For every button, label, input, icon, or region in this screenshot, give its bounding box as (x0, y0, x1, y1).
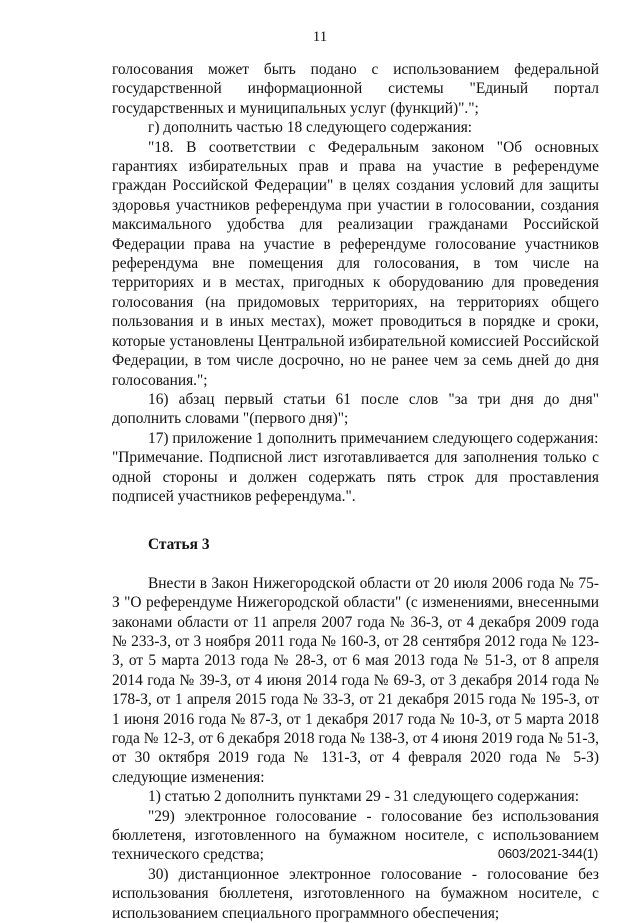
paragraphs-after-article (112, 574, 599, 923)
paragraph: голосования может быть подано с использованием федеральной государственной информационной системы "Единый портал государственных и муниципальных услуг (функций)"."; (112, 61, 599, 117)
paragraph: 1) статью 2 дополнить пунктами 29 - 31 следующего содержания: (148, 788, 579, 806)
paragraph: 30) дистанционное электронное голосование - голосование без использования бюллетеня, изготовленного на бумажном носителе, с использованием специального программного обеспечения; (112, 865, 599, 922)
paragraph: 17) приложение 1 дополнить примечанием следующего содержания: (148, 429, 599, 447)
paragraph: "29) электронное голосование - голосование без использования бюллетеня, изготовленного на бумажном носителе, с использованием технического средства; (112, 807, 599, 864)
paragraph: 16) абзац первый статьи 61 после слов "за три дня до дня" дополнить словами "(первого дня)"; (112, 390, 599, 428)
paragraph: г) дополнить частью 18 следующего содержания: (148, 119, 473, 137)
scan-edge-mark (128, 890, 142, 891)
paragraphs-before-article (112, 60, 599, 506)
paragraph: Внести в Закон Нижегородской области от 20 июля 2006 года № 75-З "О референдуме Нижегородской области" (с изменениями, внесенными законами области от 11 апреля 2007 года № 36-З, от 4 декабря 2009 года № 233-З, от 3 ноября 2011 года № 160-З, от 28 сентября 2012 года № 123-З, от 5 марта 2013 года № 28-З, от 6 мая 2013 года № 51-З, от 8 апреля 2014 года № 39-З, от 4 июня 2014 года № 69-З, от 3 декабря 2014 года № 178-З, от 1 апреля 2015 года № 33-З, от 21 декабря 2015 года № 195-З, от 1 июня 2016 года № 87-З, от 1 декабря 2017 года № 10-З, от 5 марта 2018 года № 12-З, от 6 декабря 2018 года № 138-З, от 4 июня 2019 года № 51-З, от 30 октября 2019 года № 131-З, от 4 февраля 2020 года № 5-З) следующие изменения: (112, 574, 599, 786)
paragraph: "18. В соответствии с Федеральным законом "Об основных гарантиях избирательных прав и права на участие в референдуме граждан Российской Федерации" в целях создания условий для защиты здоровья участников референдума при участии в голосовании, создания максимального удобства для реализации гражданами Российской Федерации права на участие в референдуме голосование участников референдума вне помещения для голосования, в том числе на территориях и в местах, пригодных к оборудованию для проведения голосования (на придомовых территориях, на территориях общего пользования и в иных местах), может проводиться в порядке и сроки, которые установлены Центральной избирательной комиссией Российской Федерации, в том числе досрочно, но не ранее чем за семь дней до дня голосования."; (112, 138, 599, 389)
page-number: 11 (312, 29, 328, 45)
document-footer-code: 0603/2021-344(1) (497, 846, 598, 861)
paragraph: "Примечание. Подписной лист изготавливается для заполнения только с одной стороны и должен содержать пять строк для проставления подписей участников референдума.". (112, 449, 599, 505)
article-heading: Статья 3 (148, 536, 210, 554)
document-body (112, 60, 599, 923)
